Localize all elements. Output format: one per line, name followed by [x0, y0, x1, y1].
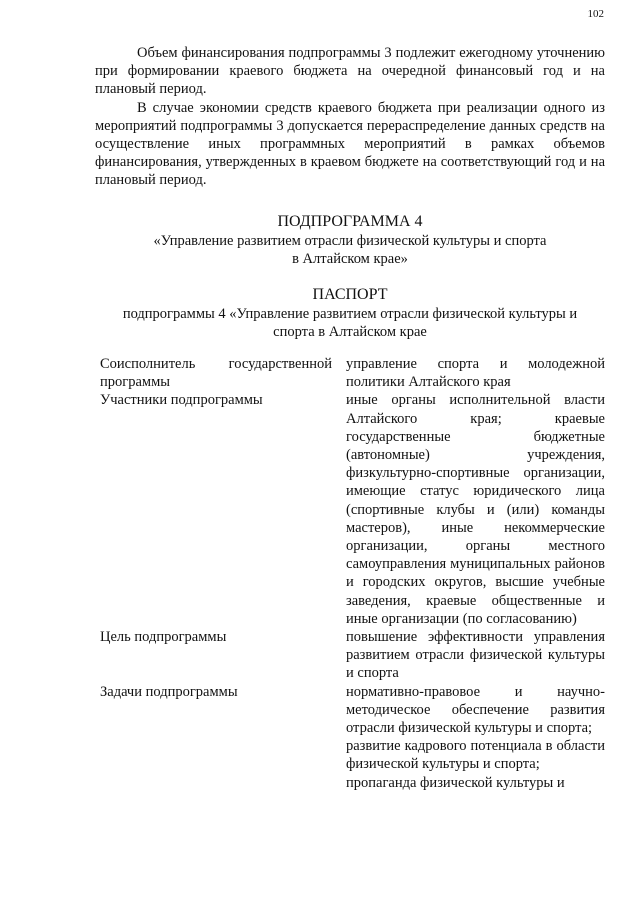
passport-row-label: Задачи подпрограммы [100, 683, 238, 700]
passport-value-text: нормативно-правовое и научно-методическое обеспечение развития отрасли физической культуры и спорта; [346, 683, 605, 737]
subprogram-title-line: в Алтайском крае» [292, 251, 408, 268]
passport-row-label: Участники подпрограммы [100, 392, 263, 409]
passport-table [100, 355, 605, 792]
passport-subtitle-line: спорта в Алтайском крае [273, 324, 427, 341]
passport-value-text: иные органы исполнительной власти Алтайского края; краевые государственные бюджетные (автономные) учреждения, физкультурно-спортивные организации, имеющие статус юридического лица (спортивные клубы и (или) команды мастеров), иные некоммерческие организации, органы местного самоуправления муниципальных районов и городских округов, высшие учебные заведения, краевые общественные и иные организации (по согласованию) [346, 392, 605, 627]
passport-heading-block [95, 285, 605, 341]
passport-value-text: повышение эффективности управления развитием отрасли физической культуры и спорта [346, 629, 605, 682]
subprogram-title-line: «Управление развитием отрасли физической культуры и спорта [153, 233, 547, 249]
passport-row-value [346, 628, 605, 683]
passport-row-value [346, 391, 605, 628]
passport-subtitle-line: подпрограммы 4 «Управление развитием отрасли физической культуры и [122, 306, 578, 322]
passport-row-label: Соисполнитель государственной программы [100, 356, 332, 391]
subprogram-heading: ПОДПРОГРАММА 4 [277, 213, 423, 230]
passport-value-text: управление спорта и молодежной политики Алтайского края [346, 356, 605, 391]
intro-paragraph: Объем финансирования подпрограммы 3 подлежит ежегодному уточнению при формировании краевого бюджета на очередной финансовый год и на плановый период. [95, 45, 605, 98]
passport-row-value [346, 683, 605, 792]
passport-heading: ПАСПОРТ [312, 286, 388, 303]
subprogram-heading-block [95, 212, 605, 268]
passport-row-value [346, 355, 605, 391]
intro-section [95, 44, 605, 190]
passport-value-text: пропаганда физической культуры и [346, 774, 565, 791]
passport-row-tasks [100, 683, 605, 792]
passport-value-text: развитие кадрового потенциала в области физической культуры и спорта; [346, 738, 605, 773]
page-number: 102 [587, 8, 604, 20]
passport-row-coexecutor [100, 355, 605, 391]
passport-row-label: Цель подпрограммы [100, 629, 227, 646]
passport-row-participants [100, 391, 605, 628]
passport-row-goal [100, 628, 605, 683]
intro-paragraph: В случае экономии средств краевого бюджета при реализации одного из мероприятий подпрограммы 3 допускается перераспределение данных средств на осуществление иных программных мероприятий в рамках объемов финансирования, утвержденных в краевом бюджете на соответствующий год и на плановый период. [95, 99, 605, 189]
